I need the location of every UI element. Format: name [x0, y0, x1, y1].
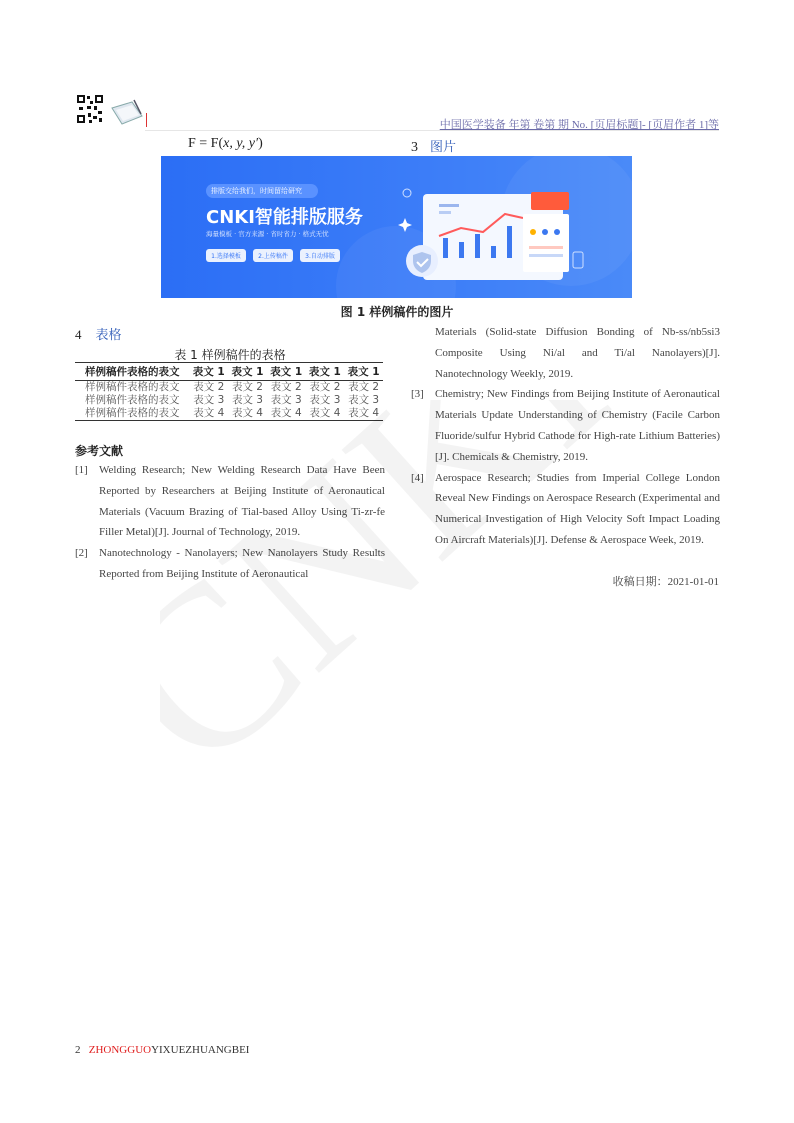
references-right-column [411, 322, 720, 551]
table-caption: 表 1 样例稿件的表格 [174, 348, 286, 362]
reference-text: Chemistry; New Findings from Beijing Institute of Aeronautical Materials Update Understanding of Chemistry (Facile Carbon Fluoride/sulfur Hybrid Cathode for High-rate Lithium Batteries)[J]. Chemicals & Chemistry, 2019. [435, 388, 720, 463]
table-cell: 表文 2 [309, 381, 341, 393]
table-cell: 表文 3 [193, 394, 225, 406]
formula [188, 136, 263, 152]
banner-step-2: 2.上传稿件 [258, 253, 288, 260]
section-title: 图片 [430, 140, 457, 155]
table-cell: 样例稿件表格的表文 [75, 407, 189, 421]
reference-item [411, 384, 720, 467]
reference-number: [4] [411, 471, 424, 484]
table-cell: 表文 2 [231, 381, 263, 393]
header-accent-bar [146, 113, 147, 127]
formula-lhs: F = F( [188, 136, 224, 151]
section-3-heading [411, 136, 456, 156]
table-cell: 表文 3 [231, 394, 263, 406]
reference-continuation [411, 322, 720, 384]
table-header-cell: 样例稿件表格的表文 [75, 363, 189, 381]
table-cell: 表文 2 [270, 381, 302, 393]
reference-text: Materials (Solid-state Diffusion Bonding of Nb-ss/nb5si3 Composite Using Ni/al and Ti/al Nanolayers)[J]. Nanotechnology Weekly, 2019. [435, 326, 720, 380]
received-date: 收稿日期：2021-01-01 [612, 576, 719, 588]
table-cell: 表文 2 [193, 381, 225, 393]
reference-text: Nanotechnology - Nanolayers; New Nanolayers Study Results Reported from Beijing Institute of Aeronautical [99, 547, 385, 580]
table-row [75, 394, 383, 407]
section-number: 4 [75, 327, 82, 342]
journal-logo-icon [108, 98, 146, 128]
table-cell: 表文 3 [348, 394, 380, 406]
reference-number: [1] [75, 464, 88, 476]
banner-title: CNKI智能排版服务 [206, 207, 363, 228]
banner-tagline: 排版交给我们，时间留给研究 [211, 187, 302, 195]
page-number: 2 [75, 1044, 81, 1056]
reference-text: Aerospace Research; Studies from Imperial College London Reveal New Findings on Aerospace Research (Experimental and Numerical Investigation of High Velocity Soft Impact Loading On Aircraft Materials)[J]. Defense & Aerospace Week, 2019. [435, 471, 720, 546]
footer-journal-red: ZHONGGUO [88, 1044, 152, 1056]
table-row [75, 407, 383, 421]
table-cell: 表文 4 [344, 407, 383, 421]
table-header-cell: 表文 1 [267, 363, 306, 381]
table-header-cell: 表文 1 [228, 363, 267, 381]
table-cell: 表文 3 [309, 394, 341, 406]
table-cell: 表文 4 [306, 407, 345, 421]
references-left-column [75, 460, 385, 585]
section-4-heading [75, 324, 122, 343]
reference-number: [2] [75, 547, 88, 560]
formula-args: x, y, y′ [223, 136, 259, 151]
table-header-cell: 表文 1 [344, 363, 383, 381]
banner-step-3: 3.自动排版 [305, 253, 335, 260]
table-header-cell: 表文 1 [189, 363, 228, 381]
table-cell: 表文 2 [348, 381, 380, 393]
section-title: 表格 [95, 328, 122, 343]
table-cell: 样例稿件表格的表文 [84, 394, 180, 406]
running-header[interactable]: 中国医学装备 年第 卷第 期 No. [页眉标题]- [页眉作者 1]等 [439, 119, 719, 131]
reference-item [75, 543, 385, 585]
reference-item [75, 460, 385, 543]
figure-image [161, 156, 632, 298]
table-header-row [75, 363, 383, 381]
table-cell: 表文 4 [228, 407, 267, 421]
table-header-cell: 表文 1 [306, 363, 345, 381]
formula-rhs: ) [258, 136, 263, 151]
reference-text: Welding Research; New Welding Research Data Have Been Reported by Researchers at Beijing Institute of Aeronautical Materials (Vacuum Brazing of Tial-based Alloy Using Ti-zr-fe Filler Metal)[J]. Journal of Technology, 2019. [99, 464, 385, 539]
footer-journal-rest: YIXUEZHUANGBEI [151, 1044, 250, 1056]
table-cell: 样例稿件表格的表文 [84, 381, 180, 393]
figure-caption: 图 1 样例稿件的图片 [340, 305, 454, 319]
reference-item [411, 468, 720, 551]
table-cell: 表文 3 [270, 394, 302, 406]
banner-step-1: 1.选择模板 [211, 253, 241, 260]
references-heading: 参考文献 [75, 444, 124, 458]
table-cell: 表文 4 [267, 407, 306, 421]
table-row [75, 381, 383, 395]
page-footer [75, 1044, 249, 1056]
sample-table [75, 362, 383, 421]
banner-features: 海量模板 · 官方来源 · 省时省力 · 格式无忧 [206, 230, 329, 238]
header-divider [145, 130, 719, 131]
section-number: 3 [411, 140, 418, 155]
qr-code-icon [76, 94, 104, 124]
reference-number: [3] [411, 388, 424, 401]
table-cell: 表文 4 [189, 407, 228, 421]
